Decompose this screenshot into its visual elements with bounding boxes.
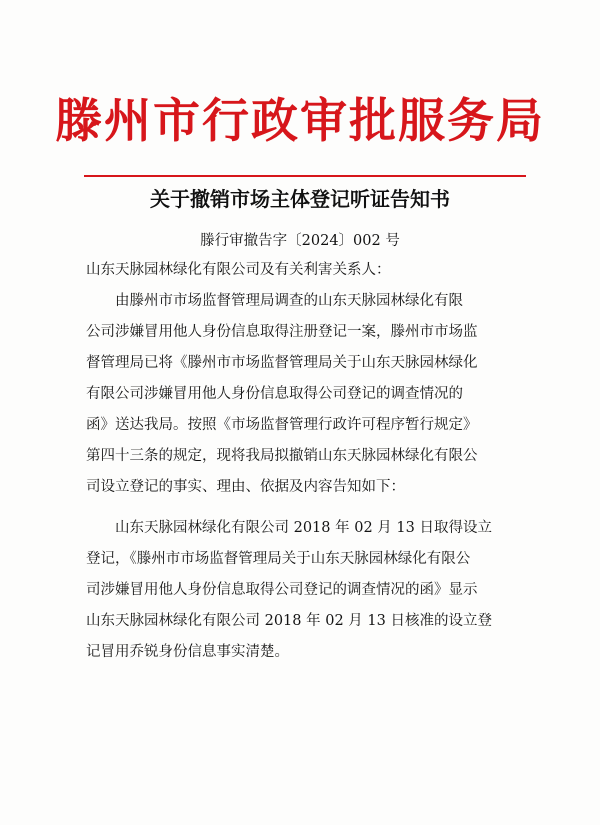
paragraph-line: 有限公司涉嫌冒用他人身份信息取得公司登记的调查情况的 [86, 386, 463, 402]
paragraph-line: 记冒用乔锐身份信息事实清楚。 [86, 644, 289, 660]
notice-title: 关于撤销市场主体登记听证告知书 [150, 187, 450, 211]
paragraph-line: 由滕州市市场监督管理局调查的山东天脉园林绿化有限 [115, 293, 463, 309]
paragraph-line: 函》送达我局。按照《市场监督管理行政许可程序暂行规定》 [86, 417, 478, 433]
addressee-line: 山东天脉园林绿化有限公司及有关利害关系人： [86, 262, 391, 278]
paragraph-line: 登记，《滕州市市场监督管理局关于山东天脉园林绿化有限公 [86, 551, 471, 567]
paragraph-line: 山东天脉园林绿化有限公司 2018 年 02 月 13 日取得设立 [115, 520, 492, 536]
paragraph-line: 司设立登记的事实、理由、依据及内容告知如下： [86, 479, 405, 495]
paragraph-line: 司涉嫌冒用他人身份信息取得公司登记的调查情况的函》显示 [86, 582, 478, 598]
paragraph-line: 督管理局已将《滕州市市场监督管理局关于山东天脉园林绿化 [86, 355, 478, 371]
document-number: 滕行审撤告字〔2024〕002 号 [200, 233, 400, 249]
paragraph-line: 公司涉嫌冒用他人身份信息取得注册登记一案，滕州市市场监 [86, 324, 478, 340]
paragraph-line: 第四十三条的规定，现将我局拟撤销山东天脉园林绿化有限公 [86, 448, 478, 464]
agency-letterhead-title: 滕州市行政审批服务局 [55, 94, 545, 149]
paragraph-line: 山东天脉园林绿化有限公司 2018 年 02 月 13 日核准的设立登 [86, 613, 492, 629]
letterhead-red-rule [84, 175, 526, 177]
